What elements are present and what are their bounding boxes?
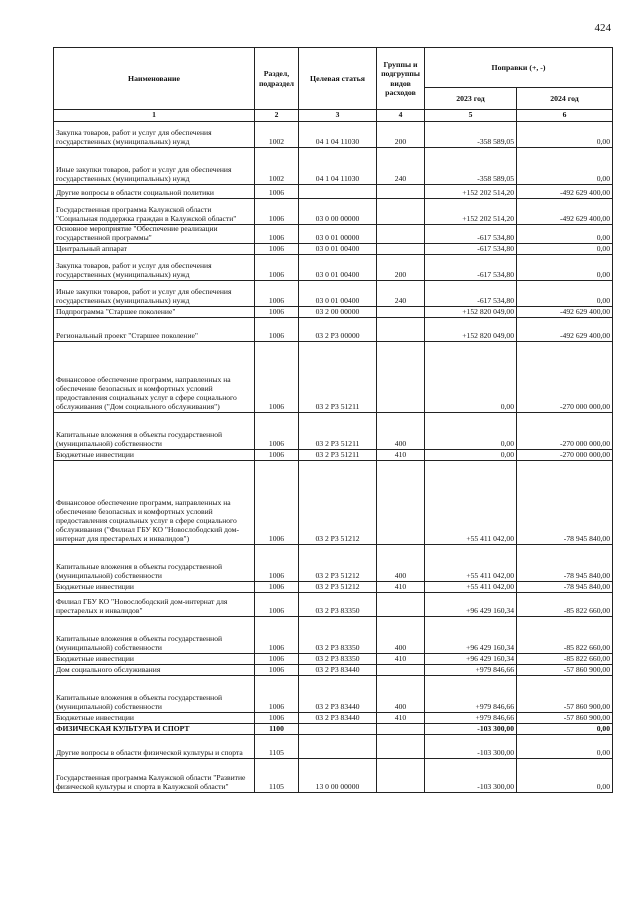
table-row xyxy=(54,616,613,653)
header-year-2023: 2023 год xyxy=(425,88,517,110)
header-groups: Группы и подгруппы видов расходов xyxy=(377,48,425,110)
row-value-2024: 0,00 xyxy=(517,723,613,734)
row-value-2023: -103 300,00 xyxy=(425,758,517,792)
colnum-4: 4 xyxy=(377,110,425,122)
row-section: 1006 xyxy=(255,306,299,317)
table-row xyxy=(54,723,613,734)
row-group: 410 xyxy=(377,581,425,592)
row-name: Бюджетные инвестиции xyxy=(54,449,255,460)
row-group xyxy=(377,341,425,412)
row-name: Капитальные вложения в объекты государственной (муниципальной) собственности xyxy=(54,412,255,449)
header-name: Наименование xyxy=(54,48,255,110)
row-value-2024: -57 860 900,00 xyxy=(517,664,613,675)
table-row xyxy=(54,675,613,712)
row-value-2024: 0,00 xyxy=(517,280,613,306)
table-row xyxy=(54,306,613,317)
row-name: Капитальные вложения в объекты государственной (муниципальной) собственности xyxy=(54,675,255,712)
table-row xyxy=(54,412,613,449)
page-number: 424 xyxy=(594,22,611,34)
row-article: 03 2 P3 83440 xyxy=(299,712,377,723)
table-row xyxy=(54,280,613,306)
row-article: 03 2 P3 51212 xyxy=(299,460,377,544)
row-section: 1105 xyxy=(255,758,299,792)
header-amendments: Поправки (+, -) xyxy=(425,48,613,88)
row-name: Государственная программа Калужской области "Социальная поддержка граждан в Калужской области" xyxy=(54,199,255,225)
row-name: Бюджетные инвестиции xyxy=(54,653,255,664)
table-row xyxy=(54,449,613,460)
row-article: 03 0 01 00400 xyxy=(299,280,377,306)
row-section: 1006 xyxy=(255,185,299,199)
colnum-3: 3 xyxy=(299,110,377,122)
row-article: 03 2 P3 51212 xyxy=(299,581,377,592)
row-value-2024: -492 629 400,00 xyxy=(517,317,613,341)
row-article: 13 0 00 00000 xyxy=(299,758,377,792)
row-group: 240 xyxy=(377,148,425,185)
row-value-2023: 0,00 xyxy=(425,341,517,412)
row-value-2024: 0,00 xyxy=(517,225,613,244)
row-value-2023: -617 534,80 xyxy=(425,243,517,254)
colnum-6: 6 xyxy=(517,110,613,122)
row-name: Капитальные вложения в объекты государственной (муниципальной) собственности xyxy=(54,544,255,581)
row-value-2023: +152 202 514,20 xyxy=(425,185,517,199)
row-value-2024: -85 822 660,00 xyxy=(517,616,613,653)
row-article: 03 2 P3 51211 xyxy=(299,449,377,460)
row-value-2024: 0,00 xyxy=(517,148,613,185)
table-row xyxy=(54,592,613,616)
table-row xyxy=(54,460,613,544)
row-value-2023: +55 411 042,00 xyxy=(425,544,517,581)
table-body xyxy=(54,122,613,793)
table-row xyxy=(54,581,613,592)
row-section: 1006 xyxy=(255,341,299,412)
row-section: 1006 xyxy=(255,664,299,675)
row-article: 03 2 P3 51211 xyxy=(299,412,377,449)
row-article: 03 0 00 00000 xyxy=(299,199,377,225)
row-article: 03 2 P3 00000 xyxy=(299,317,377,341)
row-value-2023: +96 429 160,34 xyxy=(425,592,517,616)
row-name: Региональный проект "Старшее поколение" xyxy=(54,317,255,341)
row-value-2024: 0,00 xyxy=(517,243,613,254)
row-value-2023: +152 820 049,00 xyxy=(425,317,517,341)
row-section: 1006 xyxy=(255,653,299,664)
row-value-2024: -270 000 000,00 xyxy=(517,341,613,412)
row-section: 1002 xyxy=(255,122,299,148)
row-article: 03 2 P3 83350 xyxy=(299,592,377,616)
table-row xyxy=(54,758,613,792)
row-section: 1006 xyxy=(255,592,299,616)
table-row xyxy=(54,148,613,185)
row-section: 1006 xyxy=(255,317,299,341)
row-group xyxy=(377,664,425,675)
row-value-2024: 0,00 xyxy=(517,254,613,280)
table-row xyxy=(54,317,613,341)
row-group xyxy=(377,723,425,734)
row-value-2024: -492 629 400,00 xyxy=(517,185,613,199)
row-value-2024: -57 860 900,00 xyxy=(517,675,613,712)
row-section: 1006 xyxy=(255,449,299,460)
row-value-2024: -57 860 900,00 xyxy=(517,712,613,723)
table-row xyxy=(54,185,613,199)
row-name: Иные закупки товаров, работ и услуг для обеспечения государственных (муниципальных) нужд xyxy=(54,280,255,306)
row-article xyxy=(299,734,377,758)
row-value-2024: 0,00 xyxy=(517,734,613,758)
row-value-2023: -358 589,05 xyxy=(425,122,517,148)
row-value-2023: -617 534,80 xyxy=(425,280,517,306)
table-row xyxy=(54,122,613,148)
row-value-2023: +152 202 514,20 xyxy=(425,199,517,225)
table-row xyxy=(54,544,613,581)
row-section: 1006 xyxy=(255,225,299,244)
row-section: 1006 xyxy=(255,280,299,306)
row-group xyxy=(377,734,425,758)
table-row xyxy=(54,243,613,254)
row-group xyxy=(377,460,425,544)
row-group xyxy=(377,758,425,792)
row-article: 04 1 04 11030 xyxy=(299,148,377,185)
row-value-2024: -78 945 840,00 xyxy=(517,581,613,592)
row-article: 03 2 P3 83350 xyxy=(299,653,377,664)
row-article: 03 2 00 00000 xyxy=(299,306,377,317)
row-section: 1006 xyxy=(255,616,299,653)
row-article: 03 2 P3 83350 xyxy=(299,616,377,653)
row-value-2023: +979 846,66 xyxy=(425,675,517,712)
row-section: 1006 xyxy=(255,412,299,449)
row-section: 1006 xyxy=(255,199,299,225)
row-name: ФИЗИЧЕСКАЯ КУЛЬТУРА И СПОРТ xyxy=(54,723,255,734)
row-section: 1100 xyxy=(255,723,299,734)
row-group: 410 xyxy=(377,712,425,723)
row-group: 410 xyxy=(377,653,425,664)
row-value-2023: -103 300,00 xyxy=(425,734,517,758)
row-name: Филиал ГБУ КО "Новослободский дом-интернат для престарелых и инвалидов" xyxy=(54,592,255,616)
row-name: Финансовое обеспечение программ, направленных на обеспечение безопасных и комфортных условий предоставления социальных услуг в сфере социального обслуживания ("Дом социального обслуживания") xyxy=(54,341,255,412)
table-row xyxy=(54,199,613,225)
row-name: Закупка товаров, работ и услуг для обеспечения государственных (муниципальных) нужд xyxy=(54,254,255,280)
row-value-2023: -103 300,00 xyxy=(425,723,517,734)
colnum-5: 5 xyxy=(425,110,517,122)
row-section: 1002 xyxy=(255,148,299,185)
row-article xyxy=(299,185,377,199)
row-value-2024: -270 000 000,00 xyxy=(517,449,613,460)
row-group: 240 xyxy=(377,280,425,306)
row-name: Капитальные вложения в объекты государственной (муниципальной) собственности xyxy=(54,616,255,653)
row-value-2023: +96 429 160,34 xyxy=(425,653,517,664)
row-article xyxy=(299,723,377,734)
header-article: Целевая статья xyxy=(299,48,377,110)
table-row xyxy=(54,254,613,280)
row-value-2023: +152 820 049,00 xyxy=(425,306,517,317)
row-value-2023: +96 429 160,34 xyxy=(425,616,517,653)
row-value-2023: +55 411 042,00 xyxy=(425,581,517,592)
row-group: 400 xyxy=(377,616,425,653)
row-value-2023: +979 846,66 xyxy=(425,712,517,723)
row-article: 03 2 P3 83440 xyxy=(299,675,377,712)
row-group xyxy=(377,185,425,199)
row-name: Бюджетные инвестиции xyxy=(54,581,255,592)
row-name: Государственная программа Калужской области "Развитие физической культуры и спорта в Калужской области" xyxy=(54,758,255,792)
row-group: 400 xyxy=(377,544,425,581)
row-group: 400 xyxy=(377,412,425,449)
table-row xyxy=(54,341,613,412)
header-year-2024: 2024 год xyxy=(517,88,613,110)
row-group xyxy=(377,306,425,317)
row-article: 03 0 01 00400 xyxy=(299,243,377,254)
row-value-2024: -492 629 400,00 xyxy=(517,306,613,317)
row-section: 1006 xyxy=(255,254,299,280)
row-name: Основное мероприятие "Обеспечение реализации государственной программы" xyxy=(54,225,255,244)
row-value-2024: -85 822 660,00 xyxy=(517,592,613,616)
colnum-2: 2 xyxy=(255,110,299,122)
row-group: 400 xyxy=(377,675,425,712)
colnum-1: 1 xyxy=(54,110,255,122)
row-group xyxy=(377,199,425,225)
header-section: Раздел, подраздел xyxy=(255,48,299,110)
row-group xyxy=(377,317,425,341)
row-name: Иные закупки товаров, работ и услуг для обеспечения государственных (муниципальных) нужд xyxy=(54,148,255,185)
row-name: Центральный аппарат xyxy=(54,243,255,254)
row-group: 200 xyxy=(377,254,425,280)
row-value-2024: -492 629 400,00 xyxy=(517,199,613,225)
row-group xyxy=(377,225,425,244)
row-value-2024: -85 822 660,00 xyxy=(517,653,613,664)
row-section: 1006 xyxy=(255,544,299,581)
table-row xyxy=(54,734,613,758)
row-article: 03 2 P3 51212 xyxy=(299,544,377,581)
table-row xyxy=(54,225,613,244)
row-name: Финансовое обеспечение программ, направленных на обеспечение безопасных и комфортных условий предоставления социальных услуг в сфере социального обслуживания ("Филиал ГБУ КО "Новослободский дом-интернат для престарелых и инвалидов") xyxy=(54,460,255,544)
row-name: Дом социального обслуживания xyxy=(54,664,255,675)
column-numbers-row xyxy=(54,110,613,122)
row-value-2024: 0,00 xyxy=(517,122,613,148)
row-section: 1006 xyxy=(255,675,299,712)
row-name: Закупка товаров, работ и услуг для обеспечения государственных (муниципальных) нужд xyxy=(54,122,255,148)
row-value-2023: 0,00 xyxy=(425,449,517,460)
row-value-2023: -617 534,80 xyxy=(425,225,517,244)
budget-amendments-table xyxy=(53,47,613,793)
row-section: 1006 xyxy=(255,581,299,592)
row-value-2023: +55 411 042,00 xyxy=(425,460,517,544)
table-row xyxy=(54,712,613,723)
row-value-2024: -78 945 840,00 xyxy=(517,544,613,581)
row-value-2023: +979 846,66 xyxy=(425,664,517,675)
row-name: Другие вопросы в области социальной политики xyxy=(54,185,255,199)
row-article: 04 1 04 11030 xyxy=(299,122,377,148)
row-section: 1105 xyxy=(255,734,299,758)
row-group: 410 xyxy=(377,449,425,460)
row-section: 1006 xyxy=(255,460,299,544)
table-row xyxy=(54,664,613,675)
row-article: 03 0 01 00400 xyxy=(299,254,377,280)
row-value-2023: -358 589,05 xyxy=(425,148,517,185)
row-group: 200 xyxy=(377,122,425,148)
row-article: 03 0 01 00000 xyxy=(299,225,377,244)
row-section: 1006 xyxy=(255,712,299,723)
table-row xyxy=(54,653,613,664)
row-group xyxy=(377,592,425,616)
row-value-2024: -270 000 000,00 xyxy=(517,412,613,449)
row-value-2024: -78 945 840,00 xyxy=(517,460,613,544)
row-article: 03 2 P3 51211 xyxy=(299,341,377,412)
row-value-2023: -617 534,80 xyxy=(425,254,517,280)
row-name: Другие вопросы в области физической культуры и спорта xyxy=(54,734,255,758)
row-section: 1006 xyxy=(255,243,299,254)
row-value-2023: 0,00 xyxy=(425,412,517,449)
row-group xyxy=(377,243,425,254)
row-name: Бюджетные инвестиции xyxy=(54,712,255,723)
row-value-2024: 0,00 xyxy=(517,758,613,792)
row-name: Подпрограмма "Старшее поколение" xyxy=(54,306,255,317)
row-article: 03 2 P3 83440 xyxy=(299,664,377,675)
